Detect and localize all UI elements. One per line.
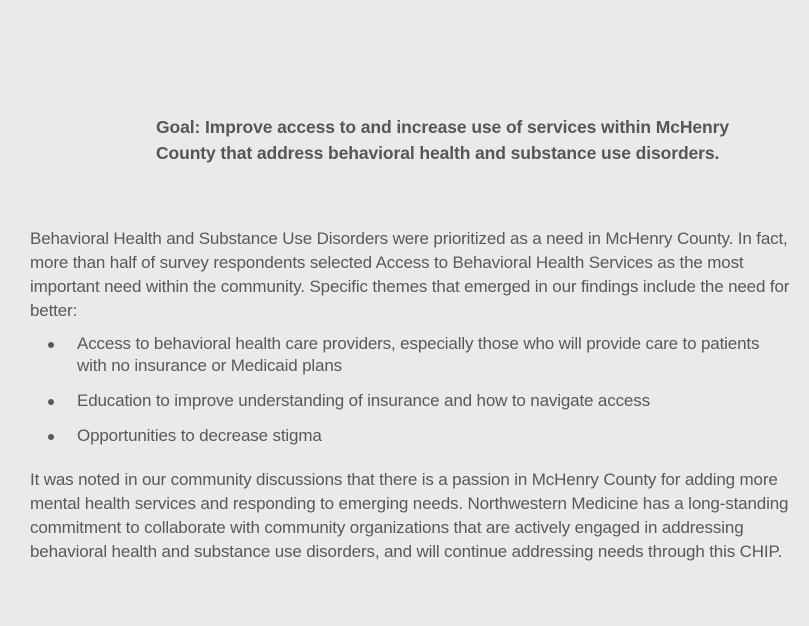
bullet-icon xyxy=(48,434,54,440)
list-item-text: Access to behavioral health care providers, especially those who will provide care to patients with no insurance or Medicaid plans xyxy=(77,334,760,375)
list-item xyxy=(30,333,790,377)
bullet-icon xyxy=(48,342,54,348)
goal-heading: Goal: Improve access to and increase use of services within McHenry County that address behavioral health and substance use disorders. xyxy=(156,117,729,163)
list-item-text: Opportunities to decrease stigma xyxy=(77,426,322,445)
closing-paragraph: It was noted in our community discussions that there is a passion in McHenry County for adding more mental health services and responding to emerging needs. Northwestern Medicine has a long-standing commitment to collaborate with community organizations that are actively engaged in addressing behavioral health and substance use disorders, and will continue addressing needs through this CHIP. xyxy=(30,470,789,561)
themes-list xyxy=(30,333,790,460)
bullet-icon xyxy=(48,399,54,405)
list-item xyxy=(30,425,790,447)
intro-paragraph: Behavioral Health and Substance Use Disorders were prioritized as a need in McHenry County. In fact, more than half of survey respondents selected Access to Behavioral Health Services as the most important need within the community. Specific themes that emerged in our findings include the need for better: xyxy=(30,229,790,320)
list-item xyxy=(30,390,790,412)
list-item-text: Education to improve understanding of insurance and how to navigate access xyxy=(77,391,650,410)
